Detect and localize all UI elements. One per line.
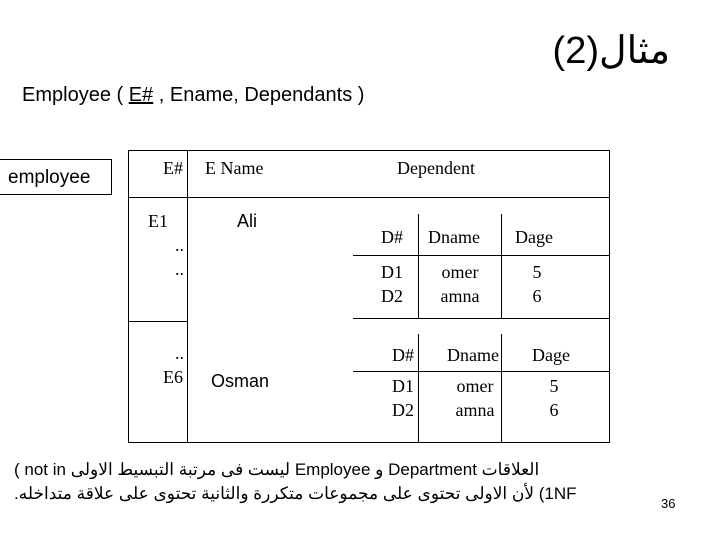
row1-dependent-header-dno: D# xyxy=(381,227,403,247)
row1-eno-line3: .. xyxy=(175,259,184,279)
row2-ename: Osman xyxy=(211,371,270,391)
row-divider-eno xyxy=(129,321,187,322)
row2-dependent-divider-a xyxy=(418,334,419,442)
row2-dependent-header-dage: Dage xyxy=(532,345,570,365)
row1-eno-line2: .. xyxy=(175,235,184,255)
footer-line-2: 1NF) لأن الاولى تحتوى على مجموعات متكررة والثانية تحتوى على علاقة متداخله. xyxy=(14,484,577,503)
row2-dependent-header-dname: Dname xyxy=(447,345,499,365)
footer-line-1: العلاقات Department و Employee ليست فى مرتبة التبسيط الاولى not in ) xyxy=(14,460,540,479)
row2-dependent-dage-2: 6 xyxy=(549,400,559,420)
schema-prefix: Employee ( xyxy=(22,84,129,106)
schema-definition xyxy=(22,84,364,107)
row2-dependent-header-divider xyxy=(353,371,609,372)
schema-rest: , Ename, Dependants ) xyxy=(153,84,365,106)
row1-dependent-header-dname: Dname xyxy=(428,227,480,247)
row2-dependent-header-dno: D# xyxy=(392,345,414,365)
row2-dependent-dno-2: D2 xyxy=(392,400,414,420)
row1-dependent-header-dage: Dage xyxy=(515,227,553,247)
header-divider xyxy=(129,197,609,198)
row2-dependent-dname-2: amna xyxy=(455,400,495,420)
row1-dependent-dno-2: D2 xyxy=(381,286,403,306)
row1-dependent-dage-1: 5 xyxy=(532,262,542,282)
row1-dependent-dage-2: 6 xyxy=(532,286,542,306)
employee-label-box: employee xyxy=(0,159,112,195)
column-divider-eno xyxy=(187,151,188,442)
slide-title: مثال(2) xyxy=(552,30,670,72)
row1-dependent-bottom-border xyxy=(353,318,609,319)
row1-dependent-dno-1: D1 xyxy=(381,262,403,282)
schema-key: E# xyxy=(128,84,154,106)
header-dependent: Dependent xyxy=(397,158,475,178)
row1-ename: Ali xyxy=(237,211,258,231)
row1-dependent-dname-1: omer xyxy=(441,262,479,282)
row1-dependent-header-divider xyxy=(353,255,609,256)
row1-dependent-dname-2: amna xyxy=(440,286,480,306)
header-ename: E Name xyxy=(205,158,264,178)
row2-eno-line2: E6 xyxy=(163,367,183,387)
row2-dependent-dno-1: D1 xyxy=(392,376,414,396)
page-number: 36 xyxy=(661,496,676,511)
header-eno: E# xyxy=(163,158,183,178)
row1-eno-line1: E1 xyxy=(148,211,168,231)
row2-dependent-dname-1: omer xyxy=(456,376,494,396)
row2-dependent-dage-1: 5 xyxy=(549,376,559,396)
row2-eno-line1: .. xyxy=(175,343,184,363)
nested-relation-table xyxy=(128,150,610,443)
